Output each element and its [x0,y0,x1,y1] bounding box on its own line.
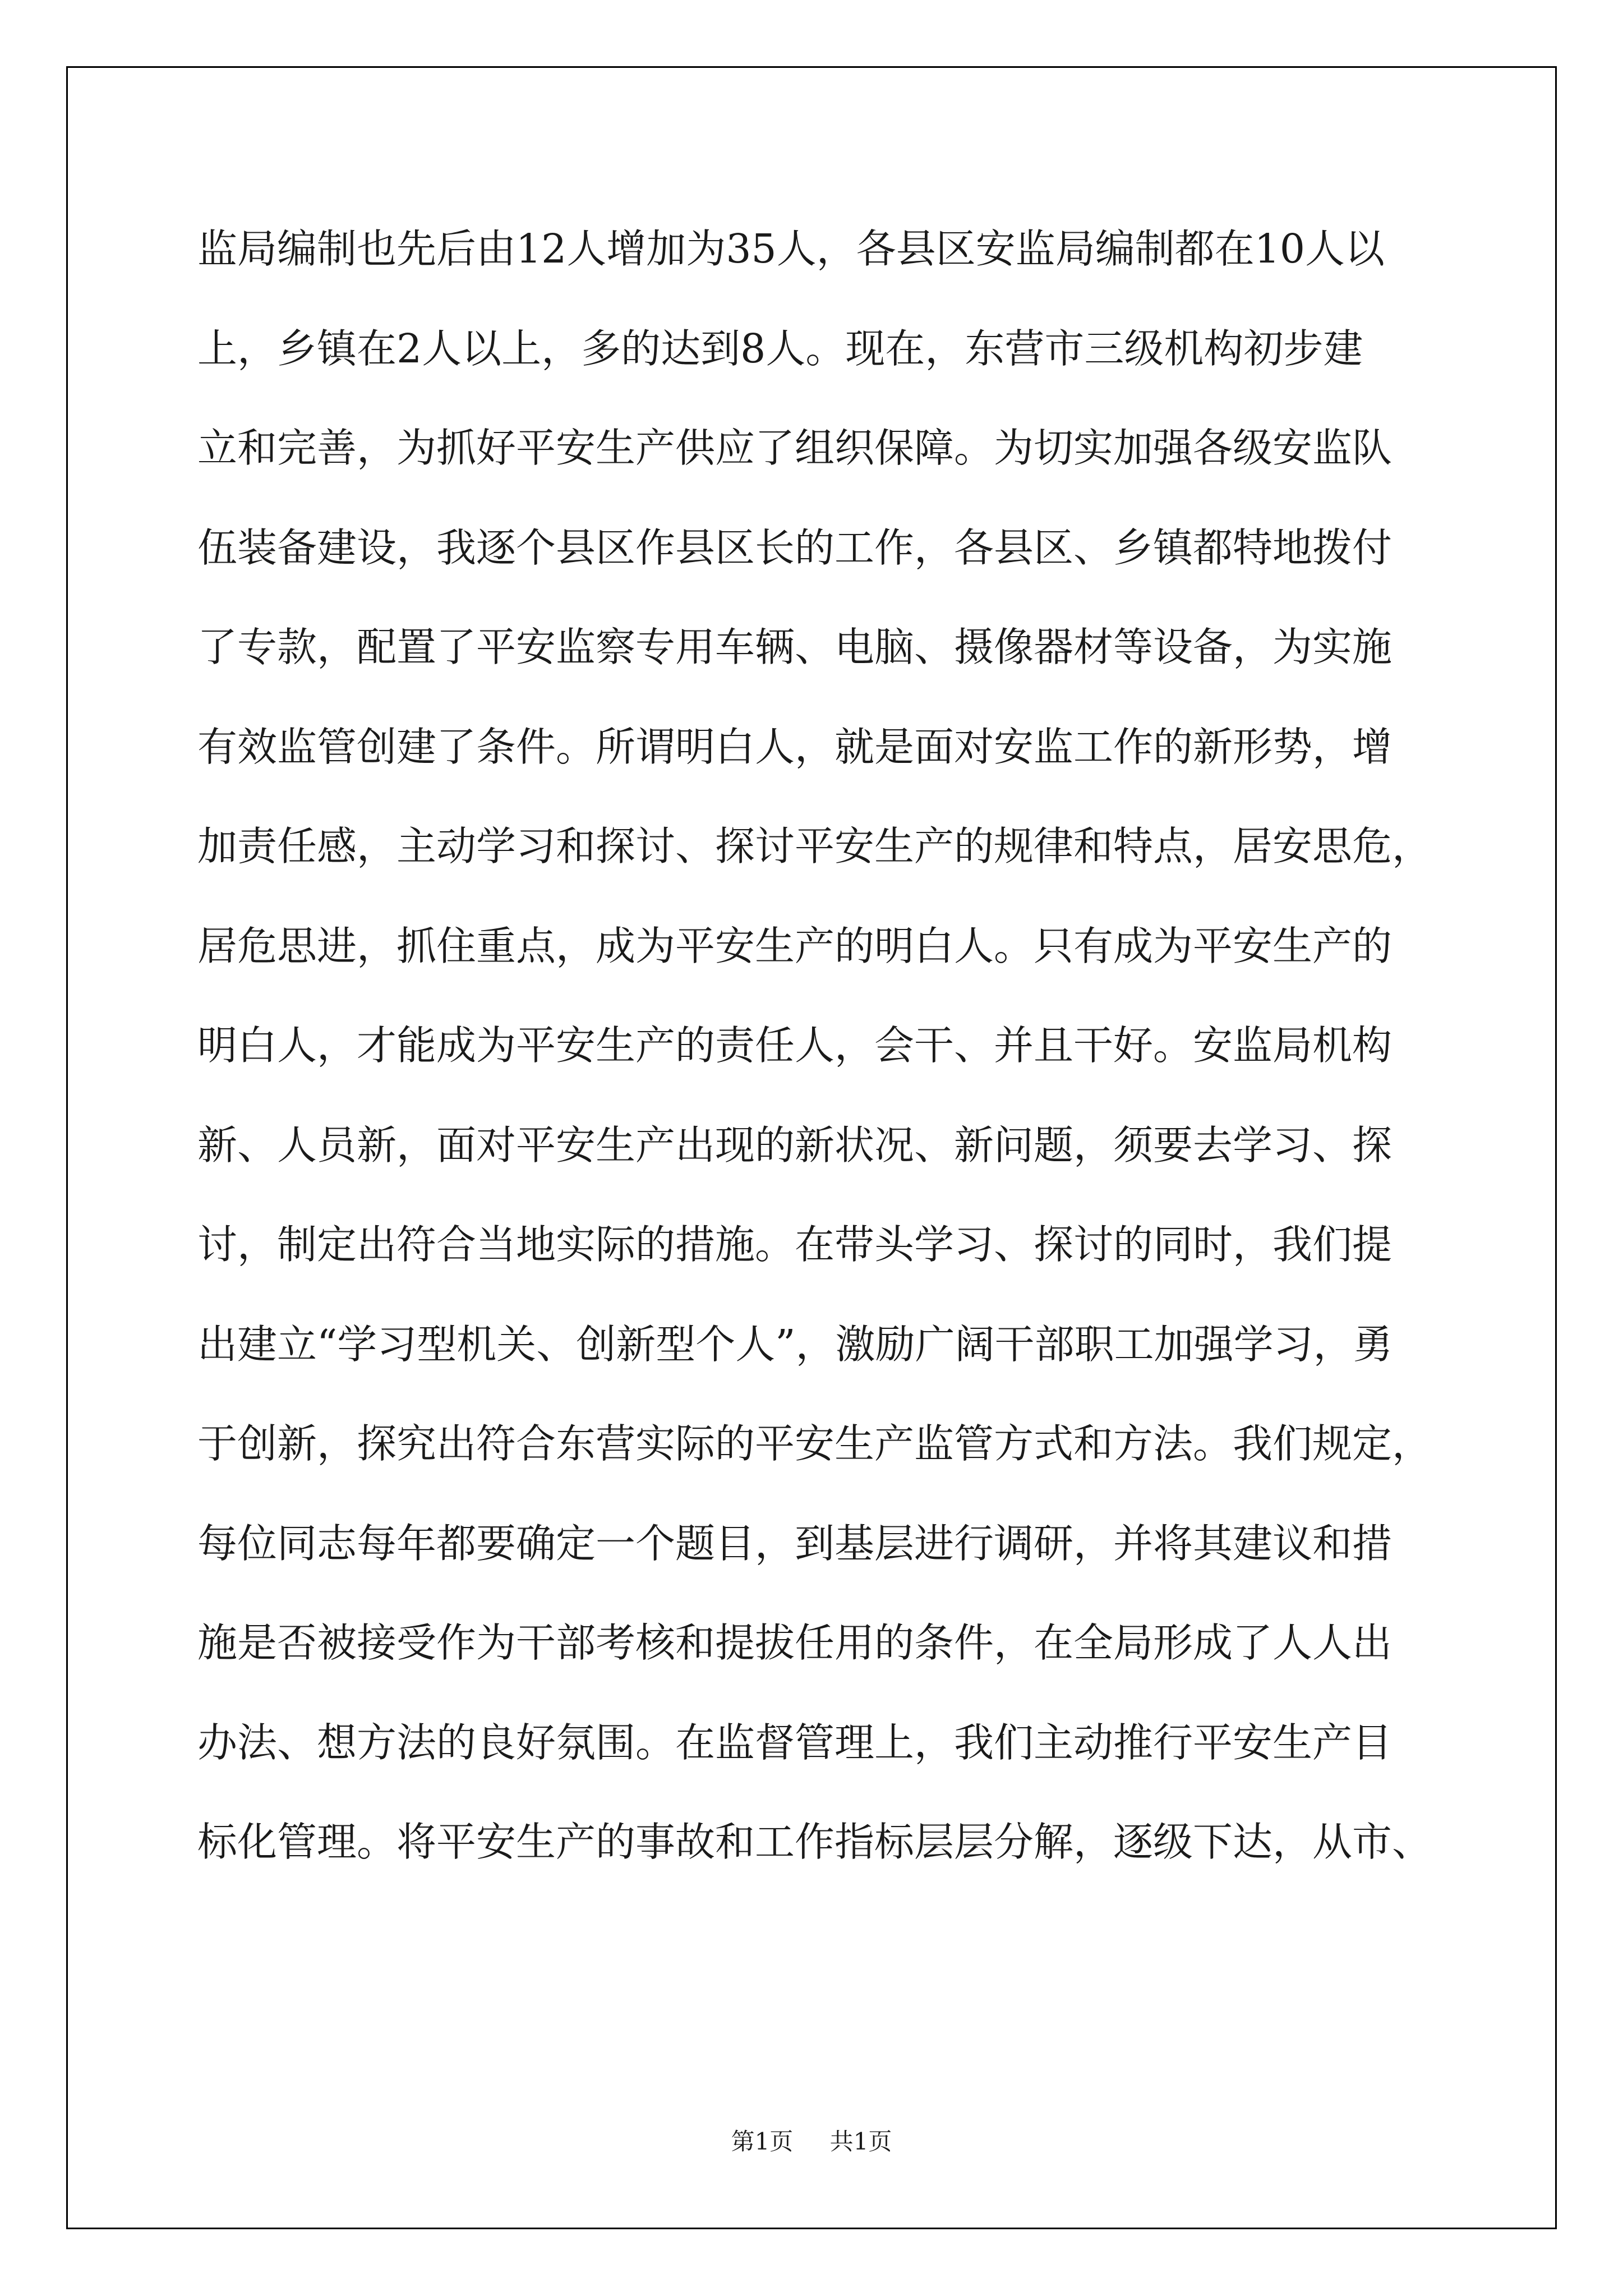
text-line: 施是否被接受作为干部考核和提拔任用的条件，在全局形成了人人出 [197,1619,1393,1666]
text-line: 监局编制也先后由12人增加为35人，各县区安监局编制都在10人以 [197,226,1385,272]
text-line: 伍装备建设，我逐个县区作县区长的工作，各县区、乡镇都特地拨付 [197,524,1393,571]
page-total: 共1页 [829,2128,892,2155]
text-line: 新、人员新，面对平安生产出现的新状况、新问题，须要去学习、探 [197,1121,1393,1168]
document-body [197,199,1442,1892]
text-line: 标化管理。将平安生产的事故和工作指标层层分解，逐级下达，从市、 [197,1819,1432,1865]
text-line: 明白人，才能成为平安生产的责任人，会干、并且干好。安监局机构 [197,1022,1393,1069]
text-line: 加责任感，主动学习和探讨、探讨平安生产的规律和特点，居安思危， [197,823,1432,869]
text-line: 出建立“学习型机关、创新型个人”，激励广阔干部职工加强学习，勇 [197,1320,1393,1368]
text-line: 办法、想方法的良好氛围。在监督管理上，我们主动推行平安生产目 [197,1719,1393,1766]
text-line: 于创新，探究出符合东营实际的平安生产监管方式和方法。我们规定， [197,1420,1432,1467]
text-line: 讨，制定出符合当地实际的措施。在带头学习、探讨的同时，我们提 [197,1221,1393,1268]
text-line: 每位同志每年都要确定一个题目，到基层进行调研，并将其建议和措 [197,1520,1393,1567]
page-footer [0,2123,1623,2157]
text-line: 了专款，配置了平安监察专用车辆、电脑、摄像器材等设备，为实施 [197,624,1393,670]
text-line: 立和完善，为抓好平安生产供应了组织保障。为切实加强各级安监队 [197,425,1393,471]
text-line: 有效监管创建了条件。所谓明白人，就是面对安监工作的新形势，增 [197,723,1393,770]
page-number: 第1页 [731,2128,794,2155]
text-line: 上，乡镇在2人以上，多的达到8人。现在，东营市三级机构初步建 [197,325,1363,372]
text-line: 居危思进，抓住重点，成为平安生产的明白人。只有成为平安生产的 [197,922,1393,969]
